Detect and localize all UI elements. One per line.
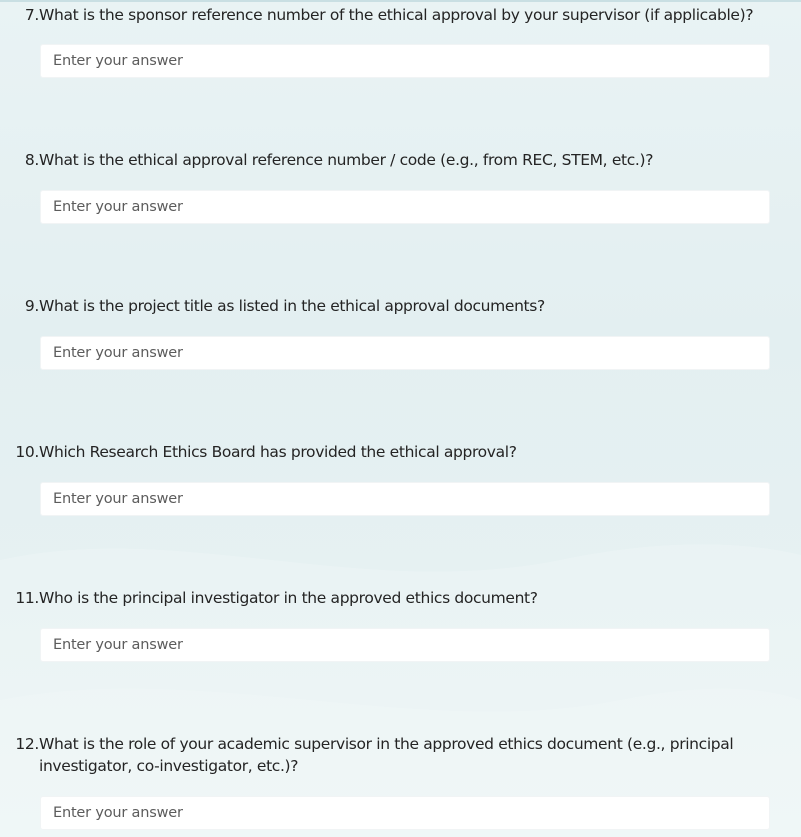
question-number: 12. <box>15 735 39 753</box>
question-text: Which Research Ethics Board has provided the ethical approval? <box>39 443 517 461</box>
question-number: 7. <box>24 6 39 24</box>
question-title <box>12 733 772 777</box>
answer-field <box>40 628 770 662</box>
question-text: Who is the principal investigator in the approved ethics document? <box>39 589 538 607</box>
answer-field <box>40 796 770 830</box>
answer-field <box>40 44 770 78</box>
question-number: 11. <box>15 589 39 607</box>
answer-input[interactable] <box>41 337 769 369</box>
question-title <box>12 295 772 317</box>
answer-input[interactable] <box>41 629 769 661</box>
answer-field <box>40 336 770 370</box>
question-title <box>12 587 772 609</box>
question-title <box>12 149 772 171</box>
answer-input[interactable] <box>41 45 769 77</box>
answer-input[interactable] <box>41 191 769 223</box>
question-text: What is the project title as listed in the ethical approval documents? <box>39 297 545 315</box>
question-number: 8. <box>24 151 39 169</box>
question-text: What is the role of your academic supervisor in the approved ethics document (e.g., principal investigator, co-investigator, etc.)? <box>39 735 734 775</box>
answer-input[interactable] <box>41 797 769 829</box>
question-title <box>12 441 772 463</box>
question-number: 9. <box>24 297 39 315</box>
top-divider <box>0 0 801 2</box>
answer-field <box>40 482 770 516</box>
question-number: 10. <box>15 443 39 461</box>
question-text: What is the sponsor reference number of the ethical approval by your supervisor (if applicable)? <box>39 6 754 24</box>
answer-input[interactable] <box>41 483 769 515</box>
answer-field <box>40 190 770 224</box>
question-text: What is the ethical approval reference number / code (e.g., from REC, STEM, etc.)? <box>39 151 654 169</box>
question-title <box>12 4 772 26</box>
